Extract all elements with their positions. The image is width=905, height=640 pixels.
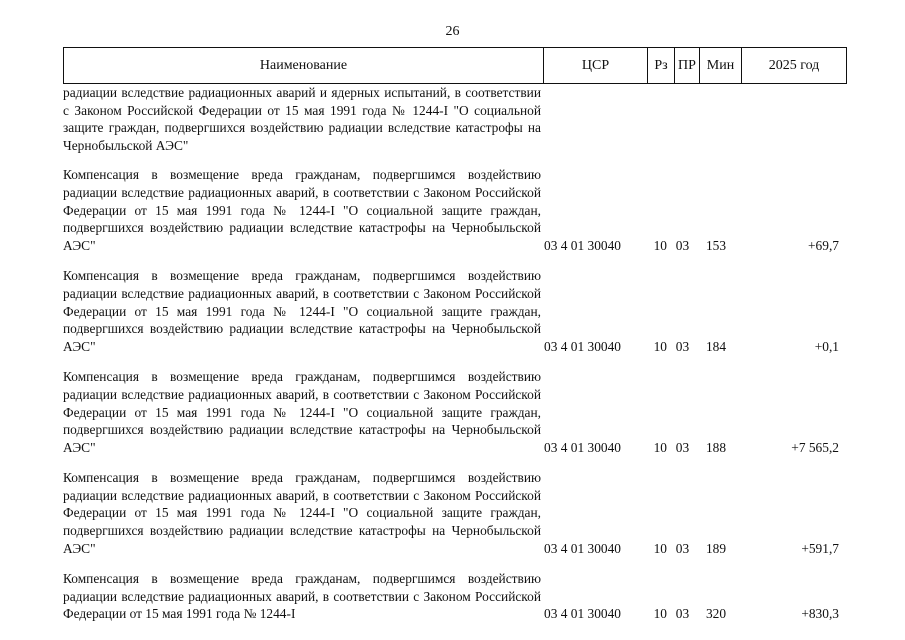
table-row	[63, 570, 847, 623]
page-number: 26	[445, 24, 460, 39]
row-year: +591,7	[801, 540, 839, 556]
row-name: Компенсация в возмещение вреда гражданам, подвергшимся воздействию радиации вследствие радиационных аварий, в соответствии с Законом Российской Федерации от 15 мая 1991 года № 1244-I "О социальной защите граждан, подвергшихся воздействию радиации вследствие катастрофы на Чернобыльской АЭС"	[63, 369, 541, 455]
row-rz: 10	[653, 439, 667, 455]
continuation-text: радиации вследствие радиационных аварий и ядерных испытаний, в соответствии с Законом Российской Федерации от 15 мая 1991 года № 1244-I "О социальной защите граждан, подвергшихся воздействию радиации вследствие катастрофы на Чернобыльской АЭС"	[63, 85, 541, 153]
row-name: Компенсация в возмещение вреда гражданам, подвергшимся воздействию радиации вследствие радиационных аварий, в соответствии с Законом Российской Федерации от 15 мая 1991 года № 1244-I "О социальной защите граждан, подвергшихся воздействию радиации вследствие катастрофы на Чернобыльской АЭС"	[63, 167, 541, 253]
row-csr: 03 4 01 30040	[544, 338, 621, 354]
row-year: +0,1	[814, 338, 839, 354]
row-pr: 03	[675, 606, 690, 622]
header-name: Наименование	[64, 48, 544, 83]
row-csr: 03 4 01 30040	[544, 606, 621, 622]
row-min: 189	[705, 540, 727, 556]
row-rz: 10	[653, 606, 667, 622]
row-pr: 03	[675, 439, 690, 455]
row-csr: 03 4 01 30040	[544, 439, 621, 455]
row-year: +69,7	[808, 237, 839, 253]
header-year: 2025 год	[768, 57, 820, 73]
table-row	[63, 267, 847, 355]
row-year: +830,3	[801, 606, 839, 622]
row-rz: 10	[653, 540, 667, 556]
row-pr: 03	[675, 540, 690, 556]
row-csr: 03 4 01 30040	[544, 237, 621, 253]
row-pr: 03	[675, 338, 690, 354]
table-header	[63, 47, 847, 84]
table-row	[63, 166, 847, 254]
header-pr: ПР	[675, 48, 700, 83]
row-min: 320	[705, 606, 727, 622]
row-name: Компенсация в возмещение вреда гражданам, подвергшимся воздействию радиации вследствие радиационных аварий, в соответствии с Законом Российской Федерации от 15 мая 1991 года № 1244-I	[63, 571, 541, 622]
row-csr: 03 4 01 30040	[544, 540, 621, 556]
row-rz: 10	[653, 338, 667, 354]
table-body	[63, 84, 847, 636]
row-name: Компенсация в возмещение вреда гражданам, подвергшимся воздействию радиации вследствие радиационных аварий, в соответствии с Законом Российской Федерации от 15 мая 1991 года № 1244-I "О социальной защите граждан, подвергшихся воздействию радиации вследствие катастрофы на Чернобыльской АЭС"	[63, 268, 541, 354]
row-min: 153	[705, 237, 727, 253]
header-csr: ЦСР	[544, 48, 648, 83]
table-row	[63, 368, 847, 456]
table-row	[63, 469, 847, 557]
table-row-continuation	[63, 84, 847, 154]
row-year: +7 565,2	[791, 439, 839, 455]
header-rz: Рз	[648, 48, 675, 83]
header-min: Мин	[700, 48, 742, 83]
row-pr: 03	[675, 237, 690, 253]
row-min: 184	[705, 338, 727, 354]
row-rz: 10	[653, 237, 667, 253]
row-min: 188	[705, 439, 727, 455]
row-name: Компенсация в возмещение вреда гражданам, подвергшимся воздействию радиации вследствие радиационных аварий, в соответствии с Законом Российской Федерации от 15 мая 1991 года № 1244-I "О социальной защите граждан, подвергшихся воздействию радиации вследствие катастрофы на Чернобыльской АЭС"	[63, 470, 541, 556]
